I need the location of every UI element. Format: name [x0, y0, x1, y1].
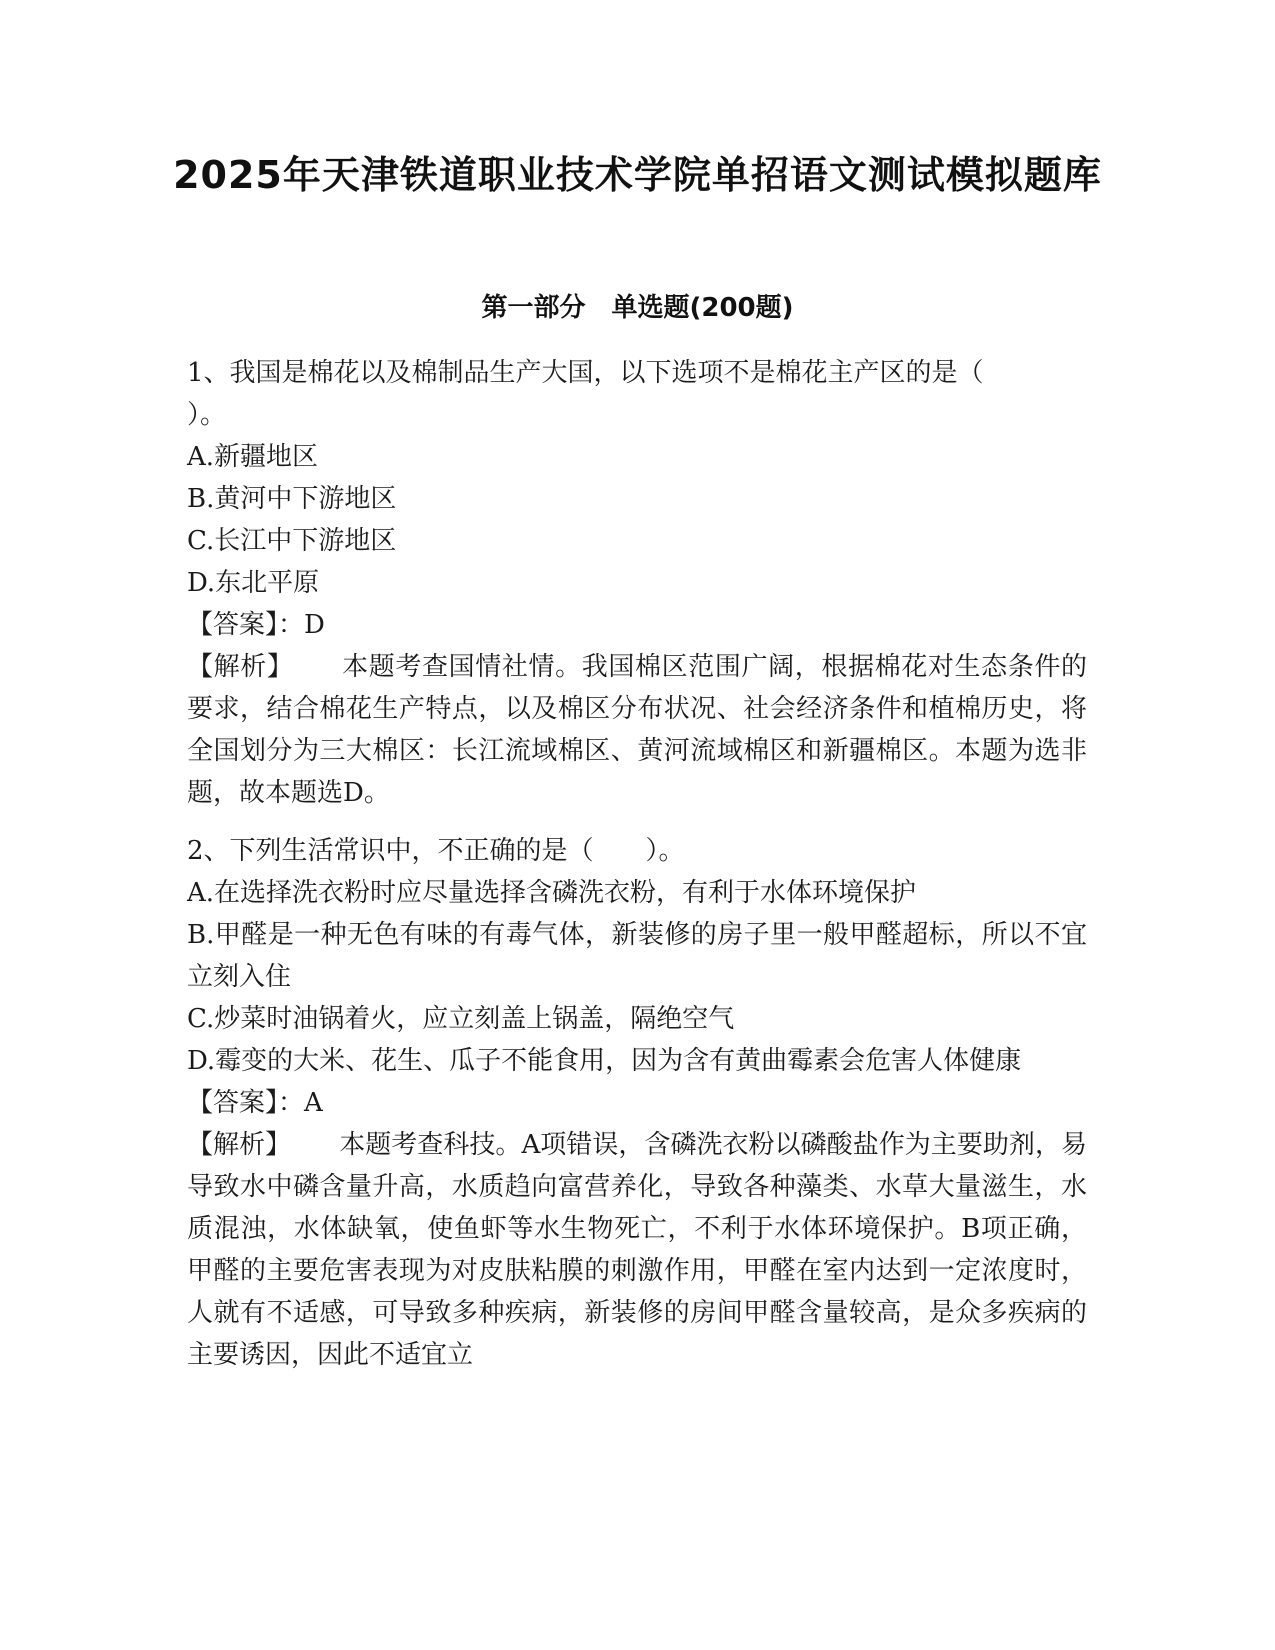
analysis-text: 本题考查科技。A项错误，含磷洗衣粉以磷酸盐作为主要助剂，易导致水中磷含量升高，水质趋向富营养化，导致各种藻类、水草大量滋生，水质混浊，水体缺氧，使鱼虾等水生物死亡，不利于水体环境保护。B项正确，甲醛的主要危害表现为对皮肤粘膜的刺激作用，甲醛在室内达到一定浓度时，人就有不适感，可导致多种疾病，新装修的房间甲醛含量较高，是众多疾病的主要诱因，因此不适宜立 [187, 1130, 1087, 1370]
option-a: A.在选择洗衣粉时应尽量选择含磷洗衣粉，有利于水体环境保护 [187, 878, 917, 908]
answer-value: ：A [278, 1088, 323, 1118]
option-b: B.甲醛是一种无色有味的有毒气体，新装修的房子里一般甲醛超标，所以不宜立刻入住 [187, 920, 1087, 992]
section-heading: 第一部分 单选题(200题) [481, 293, 794, 323]
answer-label: 【答案】 [187, 610, 279, 640]
question-stem: 2、下列生活常识中，不正确的是（ ）。 [187, 836, 685, 866]
analysis-label: 【解析】 [187, 652, 294, 682]
analysis-label: 【解析】 [187, 1130, 292, 1160]
option-d: D.东北平原 [187, 568, 320, 598]
option-a: A.新疆地区 [187, 442, 319, 472]
document-body [187, 352, 1087, 1376]
document-title: 2025年天津铁道职业技术学院单招语文测试模拟题库 [173, 153, 1102, 197]
question-1 [187, 352, 1087, 814]
analysis [187, 646, 1087, 814]
option-c: C.炒菜时油锅着火，应立刻盖上锅盖，隔绝空气 [187, 1004, 735, 1034]
answer-label: 【答案】 [187, 1088, 279, 1118]
option-c: C.长江中下游地区 [187, 526, 397, 556]
answer-line [187, 604, 1087, 646]
question-2 [187, 830, 1087, 1376]
question-stem-continued: ）。 [187, 400, 227, 430]
answer-value: ：D [278, 610, 325, 640]
question-stem: 1、我国是棉花以及棉制品生产大国，以下选项不是棉花主产区的是（ [187, 358, 984, 388]
answer-line [187, 1082, 1087, 1124]
option-d: D.霉变的大米、花生、瓜子不能食用，因为含有黄曲霉素会危害人体健康 [187, 1046, 1022, 1076]
analysis-text: 本题考查国情社情。我国棉区范围广阔，根据棉花对生态条件的要求，结合棉花生产特点，以及棉区分布状况、社会经济条件和植棉历史，将全国划分为三大棉区：长江流域棉区、黄河流域棉区和新疆棉区。本题为选非题，故本题选D。 [187, 652, 1087, 808]
option-b: B.黄河中下游地区 [187, 484, 397, 514]
analysis [187, 1124, 1087, 1376]
